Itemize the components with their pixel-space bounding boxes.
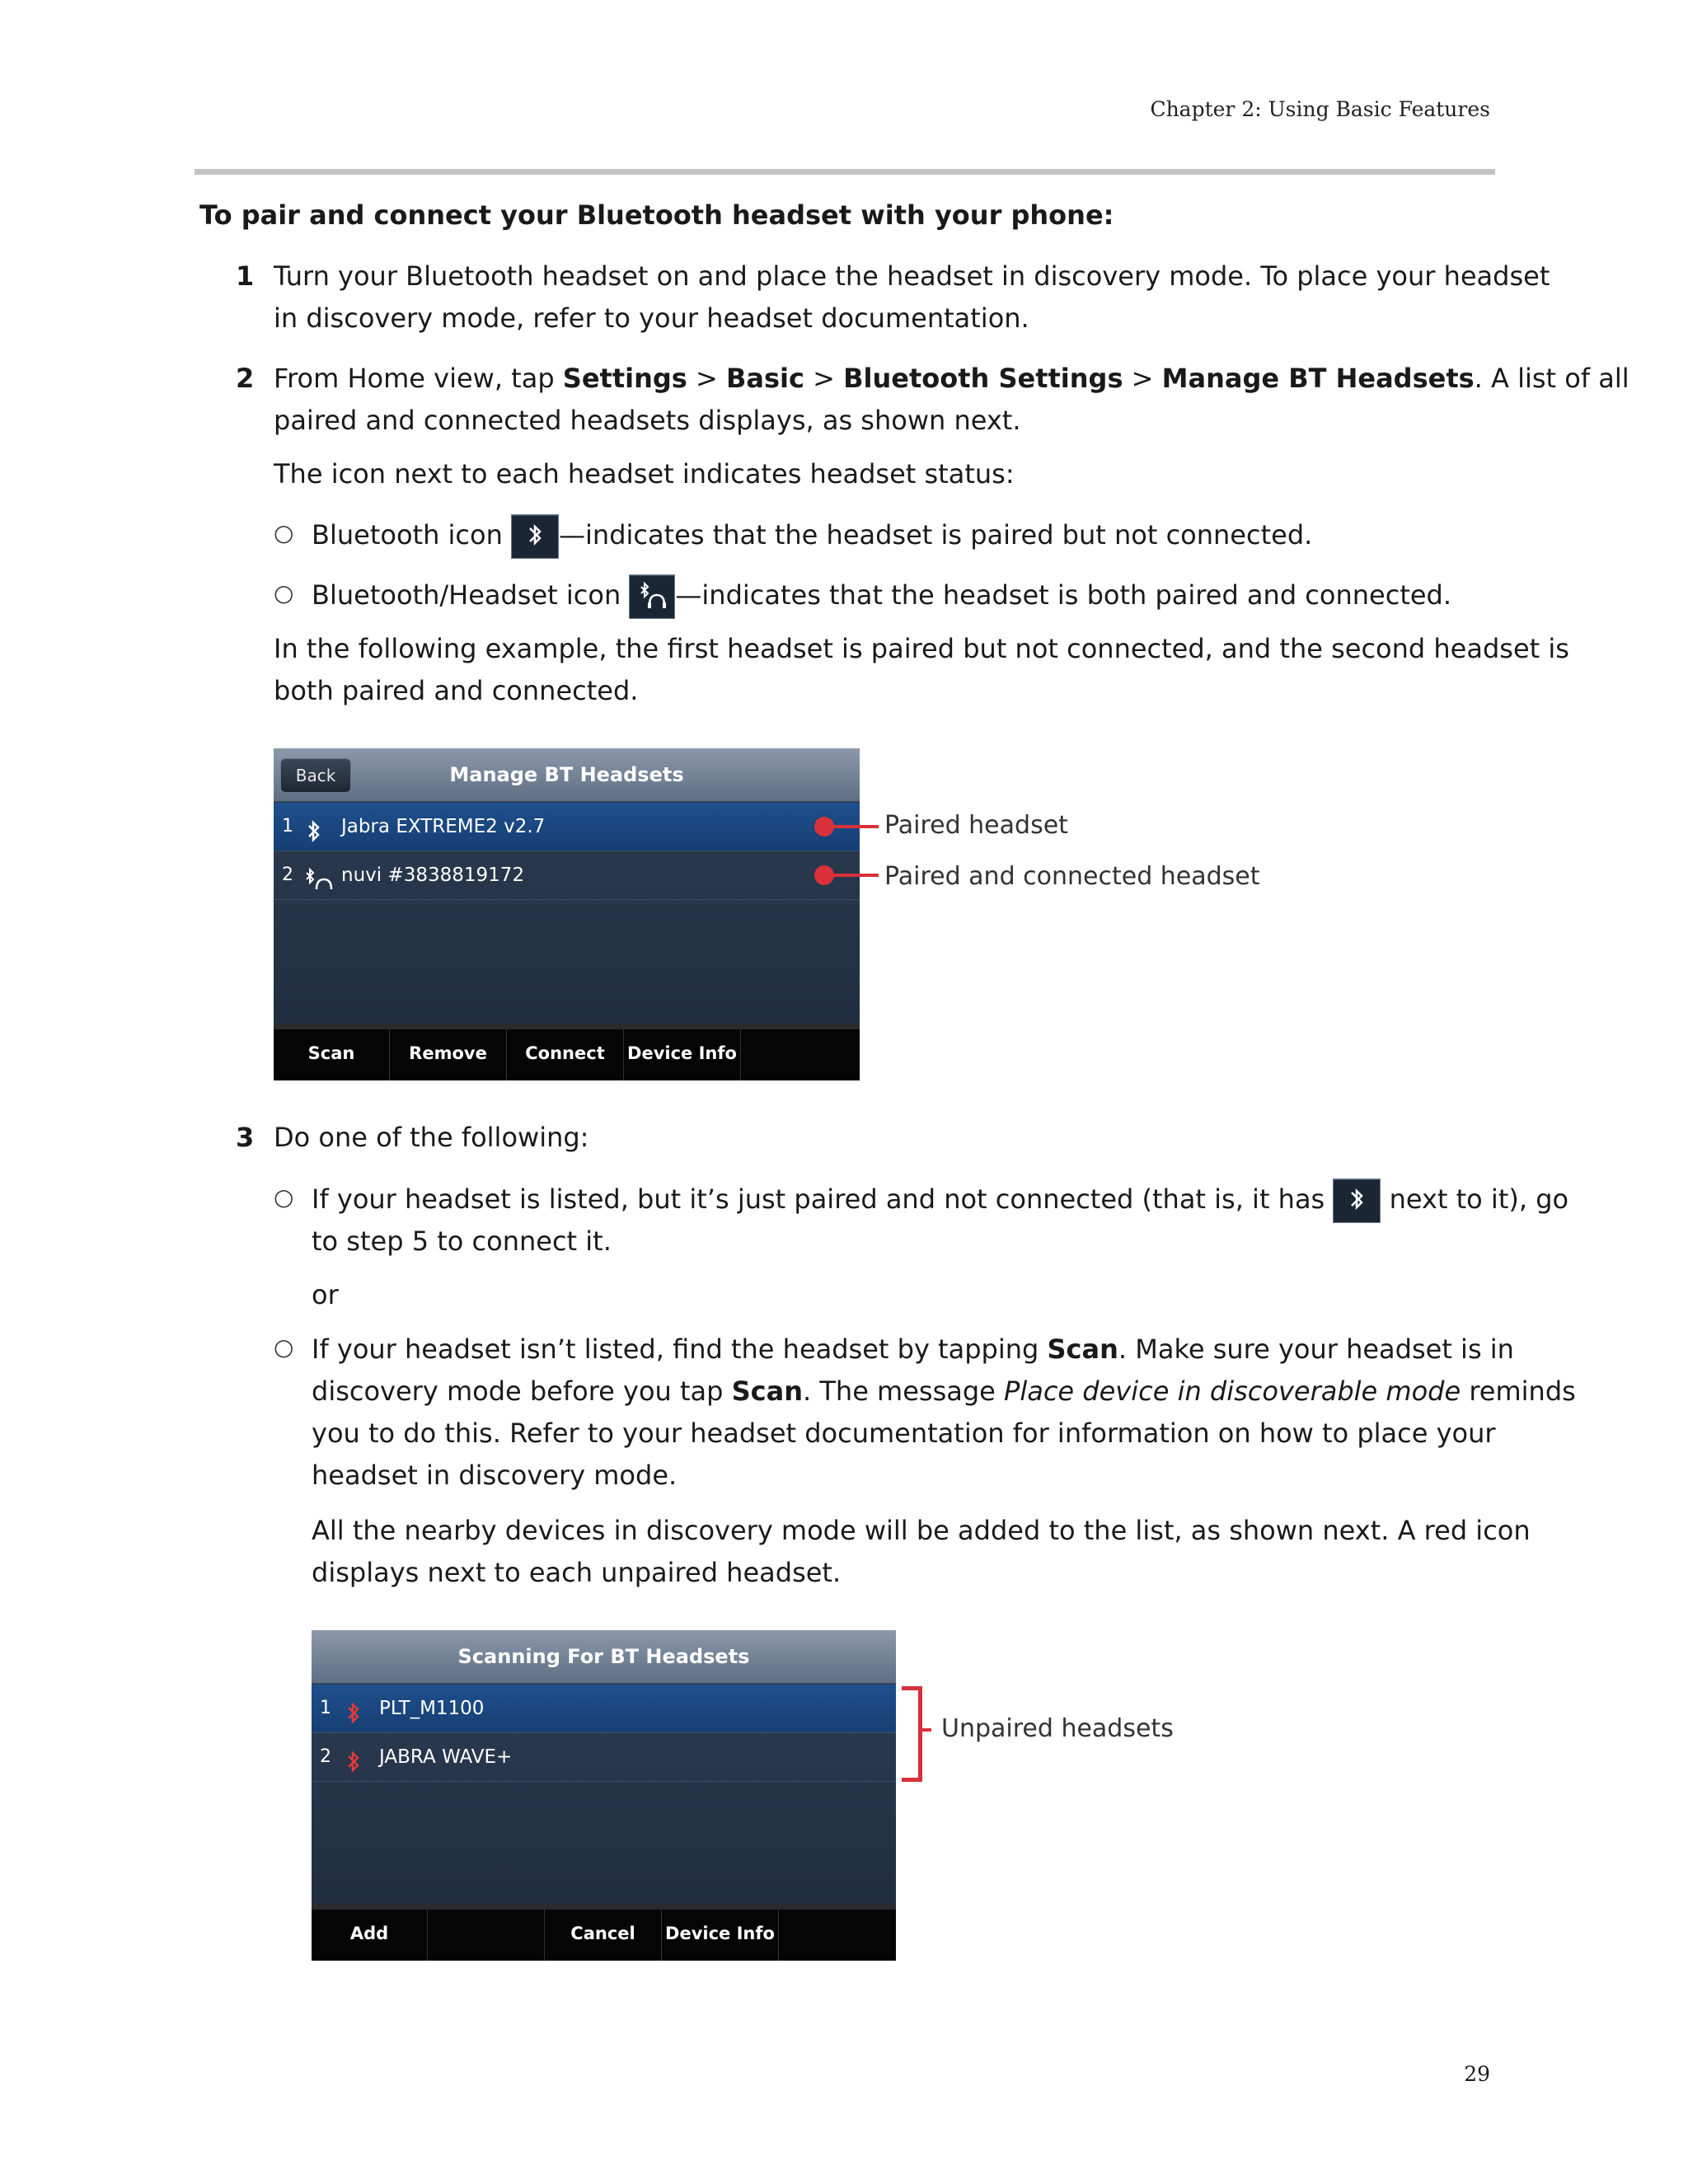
text: reminds (1461, 1376, 1576, 1407)
bluetooth-icon (511, 514, 559, 559)
bluetooth-headset-icon (303, 863, 336, 911)
softkey-bar (274, 1024, 860, 1080)
bullet-marker: ○ (274, 579, 294, 607)
bluetooth-icon (1333, 1179, 1381, 1223)
bullet-text-pre: Bluetooth icon (312, 519, 512, 551)
bullet-text-pre: If your headset is listed, but it’s just paired and not connected (that is, it has (312, 1183, 1334, 1215)
step2-text-line2: paired and connected headsets displays, as shown next. (274, 405, 1021, 436)
nearby-devices-line1: All the nearby devices in discovery mode will be added to the list, as shown next. A red icon (312, 1515, 1531, 1546)
scan-softkey[interactable]: Scan (274, 1029, 390, 1080)
text: If your headset isn’t listed, find the headset by tapping (312, 1333, 1048, 1365)
list-item[interactable] (274, 803, 860, 851)
bluetooth-icon-bullet (312, 514, 1312, 559)
basic-menu: Basic (726, 363, 804, 394)
scanning-bt-headsets-screenshot (312, 1630, 896, 1961)
text: . The message (803, 1376, 1005, 1407)
callout-line (824, 874, 879, 877)
page-number: 29 (1464, 2062, 1490, 2086)
bluetooth-headset-icon-bullet (312, 574, 1451, 619)
device-info-softkey[interactable]: Device Info (662, 1910, 779, 1961)
bullet-marker: ○ (274, 1333, 294, 1361)
step1-text-line2: in discovery mode, refer to your headset documentation. (274, 302, 1029, 334)
chapter-header: Chapter 2: Using Basic Features (1150, 97, 1490, 121)
text: . Make sure your headset is in (1118, 1333, 1514, 1365)
bluetooth-settings-menu: Bluetooth Settings (843, 363, 1123, 394)
bullet-text-post: next to it), go (1381, 1183, 1569, 1215)
unlisted-headset-line1 (312, 1329, 1514, 1371)
row-number: 1 (320, 1698, 331, 1718)
softkey-bar (312, 1905, 896, 1961)
step2-post: . A list of all (1474, 363, 1629, 394)
example-line1: In the following example, the first headset is paired but not connected, and the second headset is (274, 633, 1569, 664)
unpaired-bracket (902, 1686, 922, 1782)
back-button[interactable]: Back (280, 758, 351, 793)
bullet-text-post: —indicates that the headset is both paired and connected. (675, 579, 1452, 611)
remove-softkey[interactable]: Remove (390, 1029, 507, 1080)
callout-line (824, 825, 879, 828)
row-number: 2 (320, 1746, 331, 1767)
text: discovery mode before you tap (312, 1376, 732, 1407)
headset-name: nuvi #3838819172 (341, 865, 525, 886)
procedure-heading: To pair and connect your Bluetooth headset with your phone: (199, 199, 1114, 231)
step-number-1: 1 (236, 260, 255, 292)
callout-line (918, 1728, 931, 1732)
step3-intro: Do one of the following: (274, 1122, 589, 1153)
manage-bt-headsets-menu: Manage BT Headsets (1161, 363, 1475, 394)
add-softkey[interactable]: Add (312, 1910, 428, 1961)
scan-bold: Scan (731, 1376, 804, 1407)
headset-name: PLT_M1100 (379, 1698, 485, 1719)
bluetooth-headset-icon (629, 574, 675, 619)
paired-connected-headset-callout: Paired and connected headset (884, 862, 1260, 891)
discoverable-message: Place device in discoverable mode (1004, 1376, 1461, 1407)
row-number: 2 (282, 865, 293, 885)
step-number-3: 3 (236, 1122, 255, 1153)
bullet-text-post: —indicates that the headset is paired but not connected. (559, 519, 1313, 551)
nearby-devices-line2: displays next to each unpaired headset. (312, 1557, 842, 1588)
unlisted-headset-line2 (312, 1371, 1576, 1413)
red-bluetooth-icon (345, 1745, 363, 1793)
example-line2: both paired and connected. (274, 675, 639, 706)
list-item[interactable] (274, 851, 860, 900)
headset-name: JABRA WAVE+ (379, 1746, 513, 1768)
bullet-marker: ○ (274, 1183, 294, 1211)
connect-softkey[interactable]: Connect (507, 1029, 624, 1080)
empty-softkey (428, 1910, 545, 1961)
row-number: 1 (282, 816, 293, 837)
sep: > (804, 363, 844, 394)
device-info-softkey[interactable]: Device Info (624, 1029, 741, 1080)
screen-title-bar: Manage BT Headsets (274, 748, 860, 802)
sep: > (687, 363, 726, 394)
step-number-2: 2 (236, 363, 255, 394)
unlisted-headset-line3: you to do this. Refer to your headset documentation for information on how to place your (312, 1418, 1496, 1449)
manage-bt-headsets-screenshot (274, 748, 860, 1080)
or-text: or (312, 1279, 339, 1310)
unlisted-headset-line4: headset in discovery mode. (312, 1460, 678, 1491)
step2-text-line1 (274, 358, 1629, 400)
list-item[interactable] (312, 1685, 896, 1733)
listed-headset-bullet (312, 1179, 1568, 1223)
headset-name: Jabra EXTREME2 v2.7 (341, 816, 546, 837)
sep: > (1123, 363, 1162, 394)
list-item[interactable] (312, 1733, 896, 1782)
step2-pre: From Home view, tap (274, 363, 563, 394)
unpaired-headsets-callout: Unpaired headsets (941, 1714, 1174, 1743)
header-rule (195, 169, 1495, 175)
cancel-softkey[interactable]: Cancel (545, 1910, 662, 1961)
step1-text-line1: Turn your Bluetooth headset on and place the headset in discovery mode. To place your headset (274, 260, 1550, 292)
paired-headset-callout: Paired headset (884, 811, 1068, 840)
screen-title-bar: Scanning For BT Headsets (312, 1630, 896, 1684)
scan-bold: Scan (1047, 1333, 1118, 1365)
listed-headset-bullet-line2: to step 5 to connect it. (312, 1226, 612, 1257)
bullet-marker: ○ (274, 519, 294, 546)
bullet-text-pre: Bluetooth/Headset icon (312, 579, 630, 611)
status-intro: The icon next to each headset indicates headset status: (274, 458, 1015, 490)
settings-menu: Settings (562, 363, 687, 394)
